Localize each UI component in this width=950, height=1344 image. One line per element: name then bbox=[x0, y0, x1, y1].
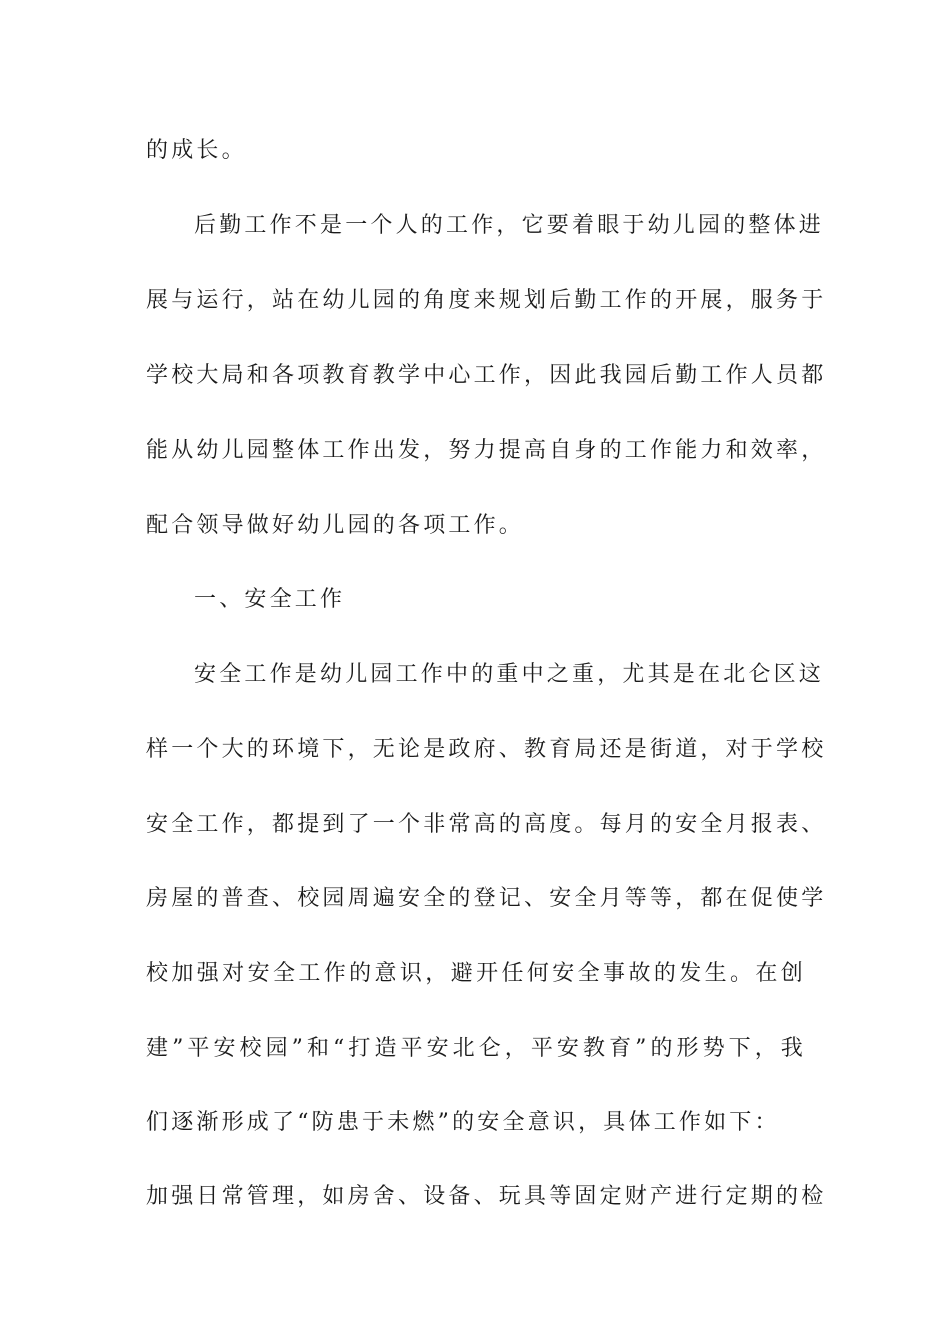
paragraph-line: 配合领导做好幼儿园的各项工作。 bbox=[146, 513, 525, 538]
paragraph-line: 学校大局和各项教育教学中心工作，因此我园后勤工作人员都 bbox=[146, 363, 827, 388]
paragraph-line: 建”平安校园”和“打造平安北仑，平安教育”的形势下，我 bbox=[146, 1036, 806, 1061]
paragraph-line: 后勤工作不是一个人的工作，它要着眼于幼儿园的整体进 bbox=[194, 213, 825, 238]
paragraph-line: 展与运行，站在幼儿园的角度来规划后勤工作的开展，服务于 bbox=[146, 288, 827, 313]
paragraph-line: 加强日常管理，如房舍、设备、玩具等固定财产进行定期的检 bbox=[146, 1184, 827, 1209]
paragraph-line: 安全工作，都提到了一个非常高的高度。每月的安全月报表、 bbox=[146, 812, 827, 837]
paragraph-line: 安全工作是幼儿园工作中的重中之重，尤其是在北仑区这 bbox=[194, 662, 825, 687]
paragraph-line: 的成长。 bbox=[146, 138, 247, 163]
paragraph-line: 能从幼儿园整体工作出发，努力提高自身的工作能力和效率， bbox=[146, 438, 827, 463]
paragraph-line: 校加强对安全工作的意识，避开任何安全事故的发生。在创 bbox=[146, 961, 806, 986]
paragraph-line: 们逐渐形成了“防患于未燃”的安全意识，具体工作如下： bbox=[146, 1110, 780, 1135]
paragraph-line: 房屋的普查、校园周遍安全的登记、安全月等等，都在促使学 bbox=[146, 886, 827, 911]
section-heading: 一、安全工作 bbox=[194, 587, 346, 612]
paragraph-line: 样一个大的环境下，无论是政府、教育局还是街道，对于学校 bbox=[146, 737, 827, 762]
